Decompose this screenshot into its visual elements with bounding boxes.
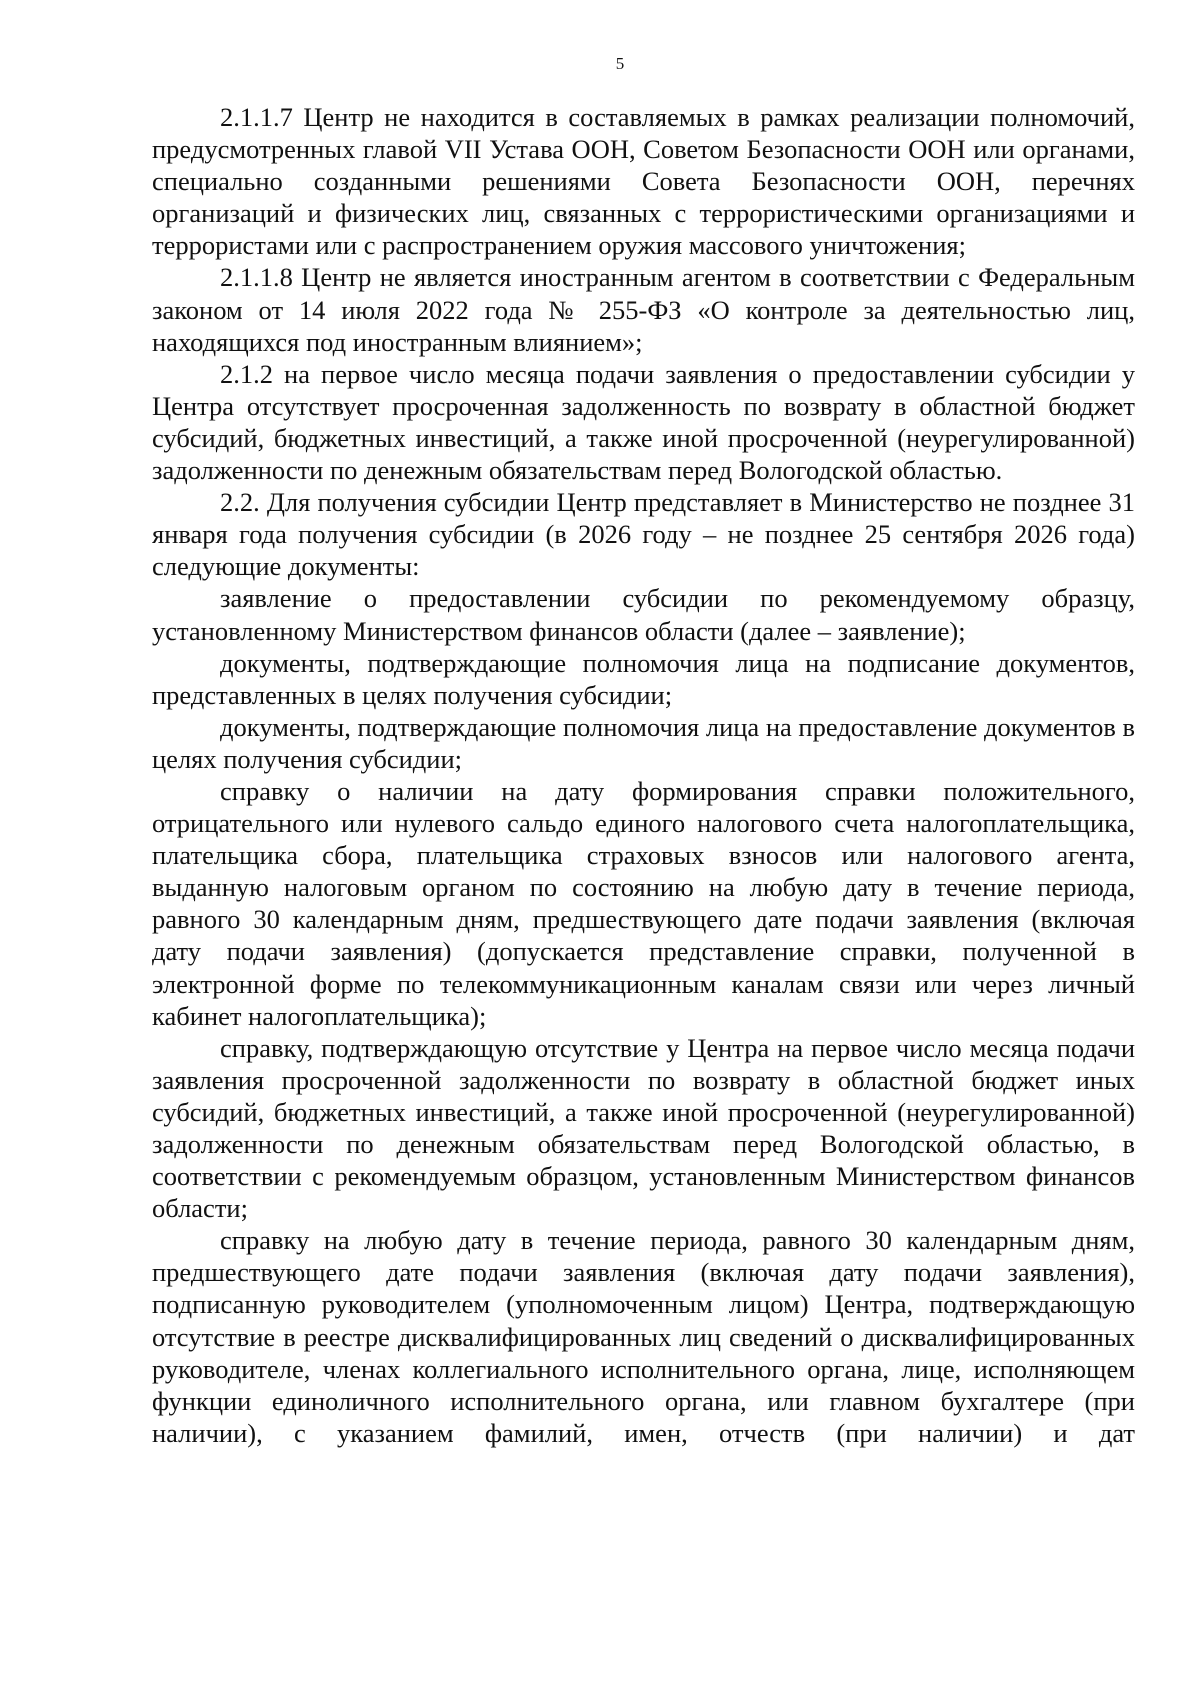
list-item-tax-balance-certificate: справку о наличии на дату формирования справки положительного, отрицательного или нулевого сальдо единого налогового счета налогоплательщика, плательщика сбора, плательщика страховых взносов или налогового агента, выданную налоговым органом по состоянию на любую дату в течение периода, равного 30 календарным дням, предшествующего дате подачи заявления (включая дату подачи заявления) (допускается представление справки, полученной в электронной форме по телекоммуникационным каналам связи или через личный кабинет налогоплательщика); xyxy=(152,775,1135,1031)
list-item-application: заявление о предоставлении субсидии по рекомендуемому образцу, установленному Министерством финансов области (далее – заявление); xyxy=(152,583,1135,646)
paragraph-2-1-1-8: 2.1.1.8 Центр не является иностранным агентом в соответствии с Федеральным законом от 14 июля 2022 года № 255-ФЗ «О контроле за деятельностью лиц, находящихся под иностранным влиянием»; xyxy=(152,262,1135,357)
list-item-disqualification-certificate: справку на любую дату в течение периода, равного 30 календарным дням, предшествующего дате подачи заявления (включая дату подачи заявления), подписанную руководителем (уполномоченным лицом) Центра, подтверждающую отсутствие в реестре дисквалифицированных лиц сведений о дисквалифицированных руководителе, членах коллегиального исполнительного органа, лице, исполняющем функции единоличного исполнительного органа, или главном бухгалтере (при наличии), с указанием фамилий, имен, отчеств (при наличии) и дат xyxy=(152,1225,1135,1448)
document-body xyxy=(152,101,1135,1449)
list-item-signing-authority: документы, подтверждающие полномочия лица на подписание документов, представленных в целях получения субсидии; xyxy=(152,647,1135,710)
list-item-debt-absence-certificate: справку, подтверждающую отсутствие у Центра на первое число месяца подачи заявления просроченной задолженности по возврату в областной бюджет иных субсидий, бюджетных инвестиций, а также иной просроченной (неурегулированной) задолженности по денежным обязательствам перед Вологодской областью, в соответствии с рекомендуемым образцом, установленным Министерством финансов области; xyxy=(152,1032,1135,1224)
paragraph-2-1-2: 2.1.2 на первое число месяца подачи заявления о предоставлении субсидии у Центра отсутствует просроченная задолженность по возврату в областной бюджет субсидий, бюджетных инвестиций, а также иной просроченной (неурегулированной) задолженности по денежным обязательствам перед Вологодской областью. xyxy=(152,358,1135,486)
paragraph-2-1-1-7: 2.1.1.7 Центр не находится в составляемых в рамках реализации полномочий, предусмотренных главой VII Устава ООН, Советом Безопасности ООН или органами, специально созданными решениями Совета Безопасности ООН, перечнях организаций и физических лиц, связанных с террористическими организациями и террористами или с распространением оружия массового уничтожения; xyxy=(152,102,1135,261)
paragraph-2-2: 2.2. Для получения субсидии Центр представляет в Министерство не позднее 31 января года получения субсидии (в 2026 году – не позднее 25 сентября 2026 года) следующие документы: xyxy=(152,487,1135,582)
page-number: 5 xyxy=(615,54,625,73)
list-item-submission-authority: документы, подтверждающие полномочия лица на предоставление документов в целях получения субсидии; xyxy=(152,711,1135,774)
